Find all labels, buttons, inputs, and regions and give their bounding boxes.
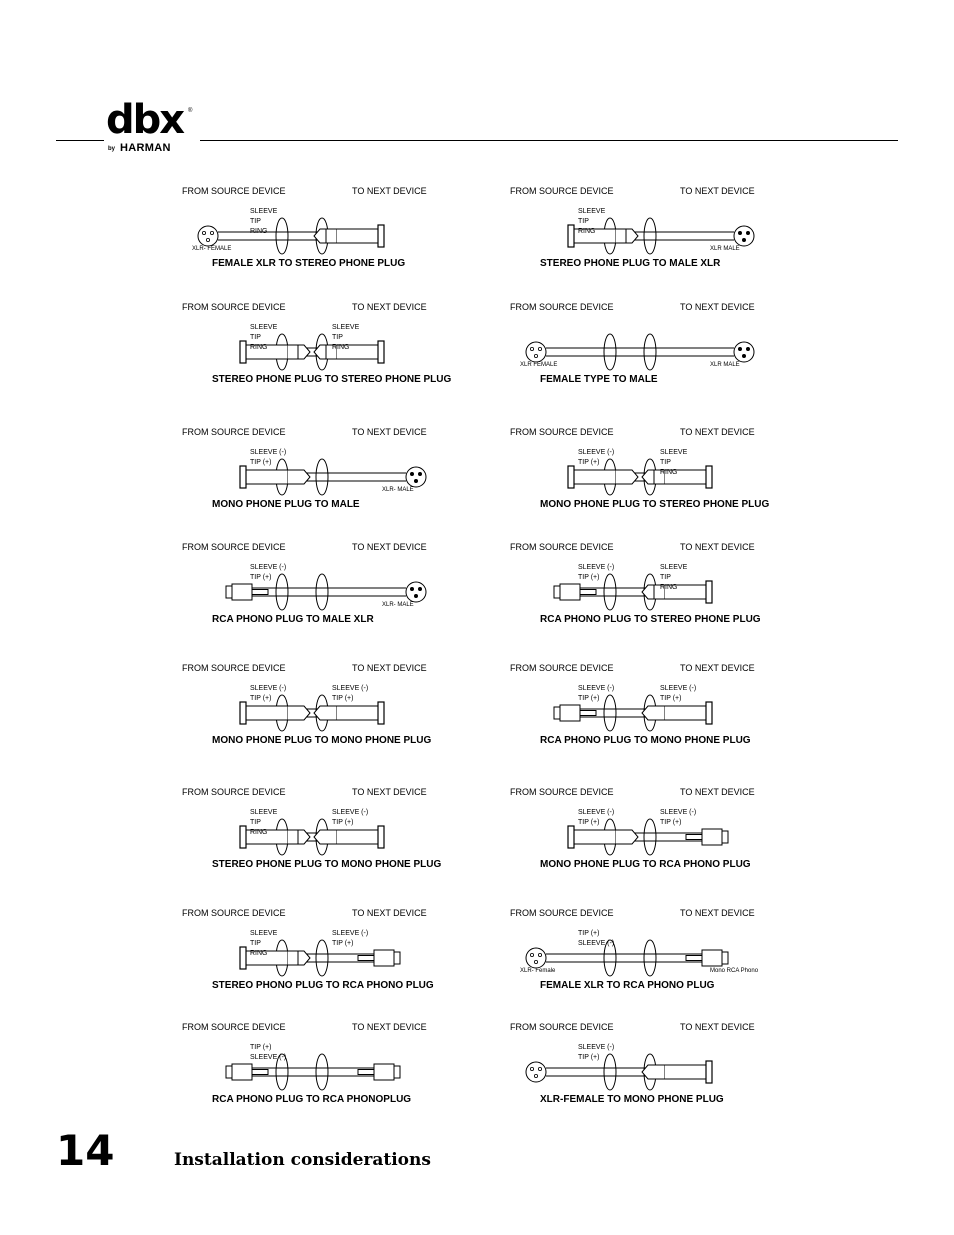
from-source-label: FROM SOURCE DEVICE [182,427,286,437]
to-next-label: TO NEXT DEVICE [352,787,427,797]
connector-note: XLR- FEMALE [192,246,232,252]
wire-label: SLEEVE (-) [578,1044,615,1051]
to-next-label: TO NEXT DEVICE [680,542,755,552]
cable-shield [644,218,656,254]
rca-phono-plug [686,829,728,845]
to-next-label: TO NEXT DEVICE [352,542,427,552]
wire-label: TIP (+) [332,695,354,702]
from-source-label: FROM SOURCE DEVICE [182,186,286,196]
wire-label: SLEEVE (-) [578,685,615,692]
wire-label: RING [250,228,268,235]
wire-label: TIP (+) [250,695,272,702]
wire-label: TIP (+) [578,459,600,466]
wiring-diagram [172,542,452,642]
wire-label: SLEEVE (-) [660,685,697,692]
wire-label: TIP [660,574,671,581]
rca-phono-plug [358,1064,400,1080]
rca-phono-plug [226,584,268,600]
mono-phone-plug [642,1061,712,1083]
to-next-label: TO NEXT DEVICE [680,427,755,437]
to-next-label: TO NEXT DEVICE [352,427,427,437]
wire-label: RING [250,950,268,957]
wire-label: RING [660,584,678,591]
wire-label: TIP [660,459,671,466]
to-next-label: TO NEXT DEVICE [680,908,755,918]
wiring-diagram [172,186,452,286]
wire-label: TIP [250,218,261,225]
section-title: Installation considerations [174,1150,431,1170]
diagram-caption: STEREO PHONE PLUG TO STEREO PHONE PLUG [212,374,452,385]
diagram-caption: RCA PHONO PLUG TO MONO PHONE PLUG [540,735,751,746]
connector-note: XLR- MALE [382,602,414,608]
wire-label: RING [660,469,678,476]
to-next-label: TO NEXT DEVICE [352,1022,427,1032]
xlr-female-connector [198,226,218,246]
diagram-caption: XLR-FEMALE TO MONO PHONE PLUG [540,1094,724,1105]
to-next-label: TO NEXT DEVICE [352,302,427,312]
wire-label: TIP [250,819,261,826]
wire-label: TIP (+) [578,930,600,937]
wire-label: SLEEVE [660,449,688,456]
rca-phono-plug [554,705,596,721]
wire-label: TIP (+) [250,459,272,466]
wiring-diagram [172,908,452,1008]
cable-shield [316,1054,328,1090]
wire-label: TIP (+) [660,695,682,702]
to-next-label: TO NEXT DEVICE [680,1022,755,1032]
xlr-female-connector [526,1062,546,1082]
wire-label: SLEEVE (-) [332,930,369,937]
wire-label: SLEEVE (-) [660,809,697,816]
rca-phono-plug [554,584,596,600]
cable-shield [316,940,328,976]
from-source-label: FROM SOURCE DEVICE [510,302,614,312]
wire-label: SLEEVE (-) [578,449,615,456]
xlr-male-connector [406,582,426,602]
diagram-caption: STEREO PHONE PLUG TO MALE XLR [540,258,721,269]
xlr-male-connector [734,226,754,246]
from-source-label: FROM SOURCE DEVICE [510,908,614,918]
xlr-female-connector [526,342,546,362]
wire-label: SLEEVE (-) [578,564,615,571]
xlr-female-connector [526,948,546,968]
wiring-diagram [172,1022,452,1122]
cable-shield [604,695,616,731]
wire-label: SLEEVE [250,208,278,215]
xlr-male-connector [734,342,754,362]
connector-note: XLR- MALE [382,487,414,493]
wire-label: SLEEVE [250,809,278,816]
connector-note: XLR FEMALE [520,362,558,368]
diagram-caption: FEMALE XLR TO RCA PHONO PLUG [540,980,715,991]
wire-label: SLEEVE (-) [332,685,369,692]
diagram-caption: STEREO PHONE PLUG TO MONO PHONE PLUG [212,859,442,870]
cable-shield [644,940,656,976]
to-next-label: TO NEXT DEVICE [680,186,755,196]
connector-note: XLR- Female [520,968,556,974]
from-source-label: FROM SOURCE DEVICE [182,1022,286,1032]
wire-label: SLEEVE (-) [578,809,615,816]
wire-label: SLEEVE (-) [578,940,615,947]
wiring-diagram [172,787,452,887]
header-rule-right [200,140,898,141]
mono-phone-plug [240,702,310,724]
dbx-harman-logo [106,97,206,160]
rca-phono-plug [226,1064,268,1080]
wire-label: TIP (+) [578,695,600,702]
wire-label: RING [578,228,596,235]
from-source-label: FROM SOURCE DEVICE [182,542,286,552]
wiring-diagram [500,908,780,1008]
logo-brand: dbx [106,97,184,143]
mono-phone-plug [314,826,384,848]
wire-label: TIP [250,334,261,341]
cable-shield [316,459,328,495]
cable-shield [644,334,656,370]
mono-phone-plug [568,826,638,848]
wire-label: TIP [332,334,343,341]
wire-label: RING [250,829,268,836]
cable-shield [276,218,288,254]
wiring-diagram [172,663,452,763]
wiring-diagram [500,302,780,402]
wire-label: SLEEVE [332,324,360,331]
wire-label: TIP (+) [332,819,354,826]
from-source-label: FROM SOURCE DEVICE [510,427,614,437]
wire-label: SLEEVE (-) [250,564,287,571]
rca-phono-plug [686,950,728,966]
connector-note: Mono RCA Phono [710,968,759,974]
wire-label: RING [250,344,268,351]
wire-label: TIP (+) [250,1044,272,1051]
diagram-caption: MONO PHONE PLUG TO MONO PHONE PLUG [212,735,432,746]
diagram-caption: RCA PHONO PLUG TO STEREO PHONE PLUG [540,614,761,625]
to-next-label: TO NEXT DEVICE [680,663,755,673]
wire-label: TIP (+) [578,574,600,581]
connector-note: XLR MALE [710,246,740,252]
mono-phone-plug [240,466,310,488]
to-next-label: TO NEXT DEVICE [352,186,427,196]
rca-phono-plug [358,950,400,966]
mono-phone-plug [314,702,384,724]
wiring-diagram [172,302,452,402]
wire-label: TIP [250,940,261,947]
wire-label: SLEEVE (-) [250,685,287,692]
cable-shield [604,574,616,610]
mono-phone-plug [568,466,638,488]
from-source-label: FROM SOURCE DEVICE [510,1022,614,1032]
logo-maker: HARMAN [120,142,171,154]
cable-shield [316,574,328,610]
to-next-label: TO NEXT DEVICE [680,302,755,312]
wire-label: TIP (+) [578,1054,600,1061]
page-number: 14 [56,1126,115,1175]
diagram-caption: MONO PHONE PLUG TO RCA PHONO PLUG [540,859,751,870]
wire-label: SLEEVE [660,564,688,571]
wiring-diagram [172,427,452,527]
logo-registered-mark: ® [188,108,193,114]
xlr-male-connector [406,467,426,487]
diagram-caption: RCA PHONO PLUG TO MALE XLR [212,614,374,625]
wire-label: TIP (+) [578,819,600,826]
wiring-diagram [500,542,780,642]
diagram-caption: MONO PHONE PLUG TO STEREO PHONE PLUG [540,499,770,510]
cable-shield [604,1054,616,1090]
from-source-label: FROM SOURCE DEVICE [182,908,286,918]
diagram-caption: RCA PHONO PLUG TO RCA PHONOPLUG [212,1094,412,1105]
wire-label: SLEEVE (-) [332,809,369,816]
diagram-caption: STEREO PHONO PLUG TO RCA PHONO PLUG [212,980,434,991]
from-source-label: FROM SOURCE DEVICE [510,542,614,552]
wiring-diagram [500,663,780,763]
wire-label: TIP (+) [660,819,682,826]
cable-shield [276,574,288,610]
wiring-diagram [500,427,780,527]
from-source-label: FROM SOURCE DEVICE [510,787,614,797]
wire-label: SLEEVE [250,930,278,937]
from-source-label: FROM SOURCE DEVICE [182,302,286,312]
wiring-diagram [500,787,780,887]
wire-label: RING [332,344,350,351]
diagram-caption: FEMALE XLR TO STEREO PHONE PLUG [212,258,406,269]
to-next-label: TO NEXT DEVICE [352,908,427,918]
wire-label: SLEEVE [250,324,278,331]
wiring-diagram [500,1022,780,1122]
from-source-label: FROM SOURCE DEVICE [182,787,286,797]
stereo-phone-plug [314,225,384,247]
wire-label: SLEEVE (-) [250,1054,287,1061]
wire-label: TIP [578,218,589,225]
cable-shield [604,334,616,370]
wire-label: SLEEVE [578,208,606,215]
from-source-label: FROM SOURCE DEVICE [182,663,286,673]
from-source-label: FROM SOURCE DEVICE [510,663,614,673]
to-next-label: TO NEXT DEVICE [680,787,755,797]
header-rule-left [56,140,104,141]
diagram-caption: FEMALE TYPE TO MALE [540,374,658,385]
logo-by: by [108,146,116,152]
from-source-label: FROM SOURCE DEVICE [510,186,614,196]
wire-label: SLEEVE (-) [250,449,287,456]
cable-shield [644,819,656,855]
wiring-diagram [500,186,780,286]
diagram-caption: MONO PHONE PLUG TO MALE [212,499,360,510]
connector-note: XLR MALE [710,362,740,368]
to-next-label: TO NEXT DEVICE [352,663,427,673]
wire-label: TIP (+) [250,574,272,581]
wire-label: TIP (+) [332,940,354,947]
mono-phone-plug [642,702,712,724]
